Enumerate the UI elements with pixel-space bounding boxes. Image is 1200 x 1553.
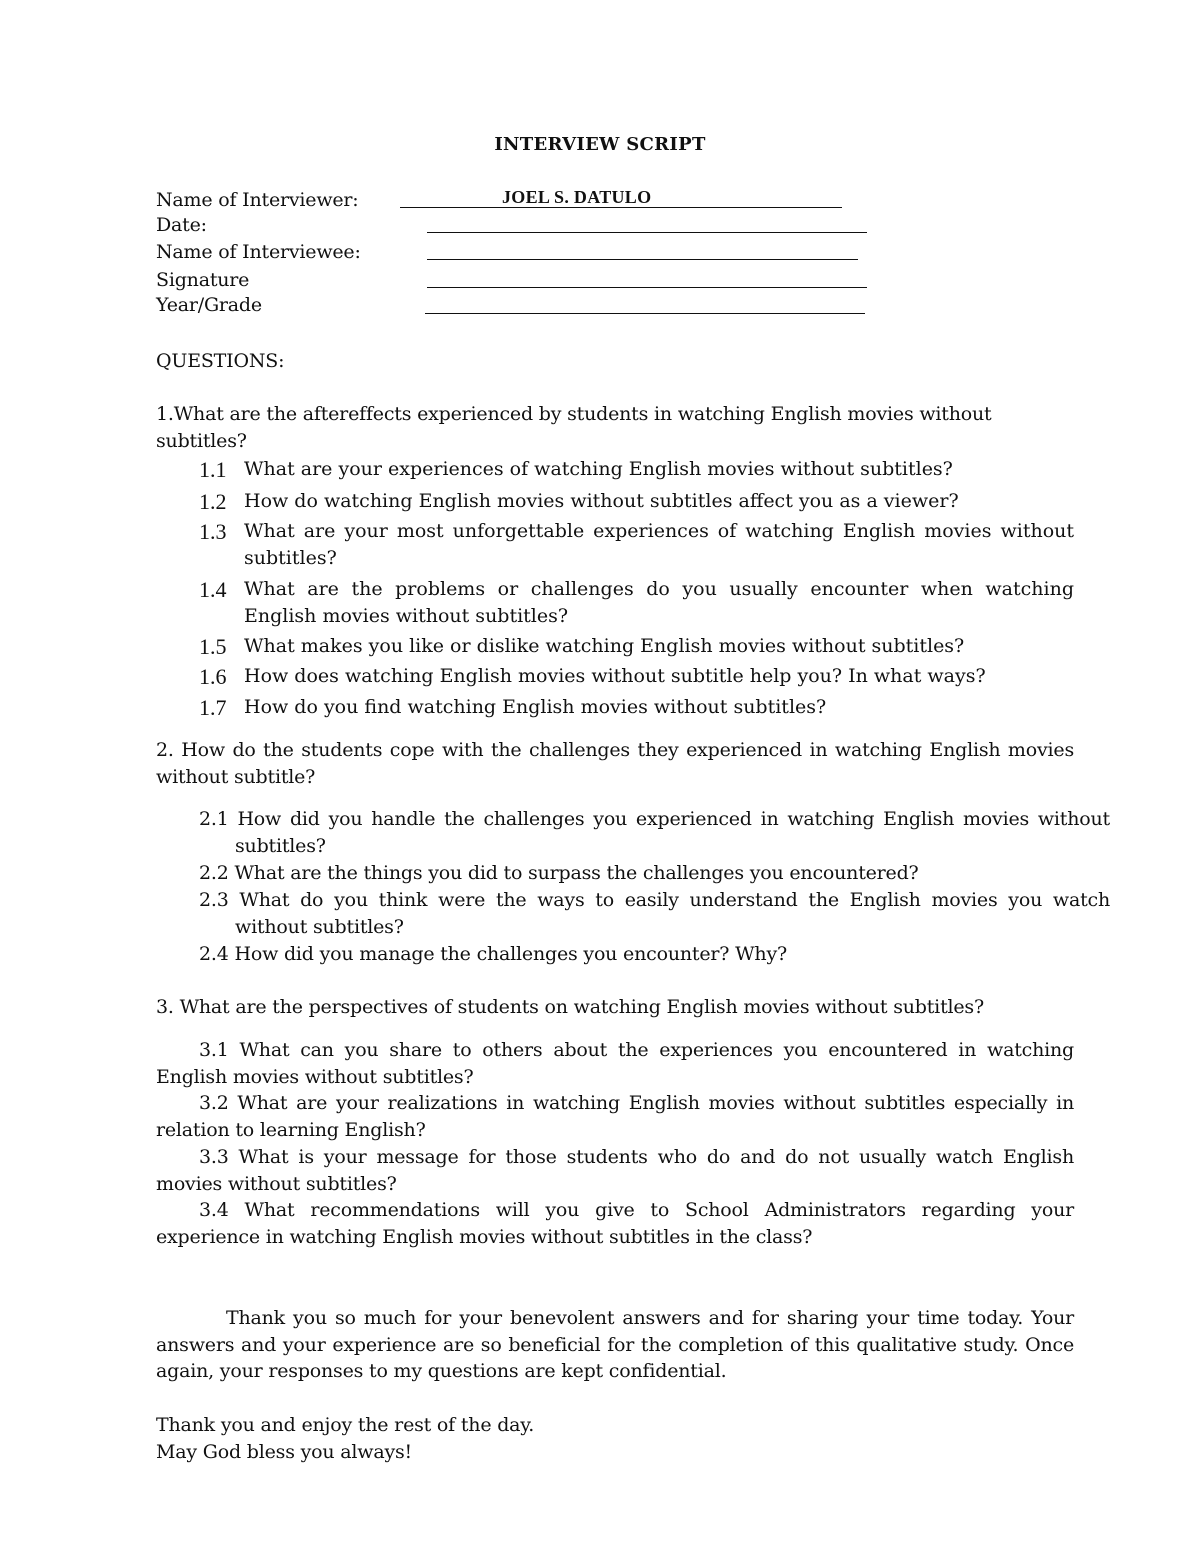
interviewer-name: JOEL S. DATULO bbox=[502, 187, 652, 207]
list-item bbox=[199, 633, 965, 662]
date-field[interactable] bbox=[427, 232, 867, 233]
list-item: 3.3 What is your message for those students who do and do not usually watch English movies without subtitles? bbox=[156, 1146, 1074, 1195]
item-number: 1.4 bbox=[199, 577, 227, 602]
page-title: INTERVIEW SCRIPT bbox=[494, 134, 706, 155]
item-number: 1.5 bbox=[199, 634, 227, 659]
interviewee-label: Name of Interviewee: bbox=[156, 241, 361, 263]
signature-field[interactable] bbox=[427, 287, 867, 288]
list-item: 3.4 What recommendations will you give to School Administrators regarding your experience in watching English movies without subtitles in the class? bbox=[156, 1199, 1074, 1248]
question-2: 2. How do the students cope with the challenges they experienced in watching English movies without subtitle? bbox=[156, 739, 1074, 788]
item-number: 1.6 bbox=[199, 664, 227, 689]
item-number: 1.3 bbox=[199, 519, 227, 544]
list-item: 2.1 How did you handle the challenges you experienced in watching English movies without subtitles? bbox=[199, 808, 1110, 857]
list-item: 2.4 How did you manage the challenges you encounter? Why? bbox=[199, 943, 787, 965]
item-text: How do you find watching English movies without subtitles? bbox=[244, 696, 827, 718]
item-text: What are your most unforgettable experiences of watching English movies without subtitles? bbox=[244, 520, 1074, 569]
date-label: Date: bbox=[156, 214, 207, 236]
item-text: What are your experiences of watching English movies without subtitles? bbox=[244, 458, 953, 480]
item-text: What are the problems or challenges do you usually encounter when watching English movies without subtitles? bbox=[244, 578, 1074, 627]
item-text: How does watching English movies without subtitle help you? In what ways? bbox=[244, 665, 986, 687]
item-number: 1.2 bbox=[199, 489, 227, 514]
question-3: 3. What are the perspectives of students on watching English movies without subtitles? bbox=[156, 996, 984, 1018]
list-item: 3.1 What can you share to others about the experiences you encountered in watching English movies without subtitles? bbox=[156, 1039, 1074, 1088]
list-item bbox=[199, 663, 986, 692]
list-item: 2.3 What do you think were the ways to easily understand the English movies you watch without subtitles? bbox=[199, 889, 1110, 938]
interviewee-field[interactable] bbox=[427, 259, 858, 260]
closing-line-2: May God bless you always! bbox=[156, 1441, 412, 1463]
item-number: 1.1 bbox=[199, 457, 227, 482]
question-1: 1.What are the aftereffects experienced by students in watching English movies without subtitles? bbox=[156, 403, 992, 452]
list-item bbox=[199, 576, 1074, 627]
closing-line-1: Thank you and enjoy the rest of the day. bbox=[156, 1414, 535, 1436]
closing-paragraph: Thank you so much for your benevolent answers and for sharing your time today. Your answers and your experience are so beneficial for the completion of this qualitative study. Once again, your responses to my questions are kept confidential. bbox=[156, 1307, 1074, 1382]
year-grade-field[interactable] bbox=[425, 313, 865, 314]
signature-label: Signature bbox=[156, 269, 250, 291]
interviewer-label: Name of Interviewer: bbox=[156, 189, 359, 211]
item-text: What makes you like or dislike watching English movies without subtitles? bbox=[244, 635, 965, 657]
item-text: How do watching English movies without subtitles affect you as a viewer? bbox=[244, 490, 959, 512]
list-item bbox=[199, 518, 1074, 569]
list-item: 2.2 What are the things you did to surpass the challenges you encountered? bbox=[199, 862, 919, 884]
list-item bbox=[199, 456, 953, 485]
year-grade-label: Year/Grade bbox=[156, 294, 262, 316]
list-item bbox=[199, 488, 959, 517]
list-item bbox=[199, 694, 827, 723]
list-item: 3.2 What are your realizations in watching English movies without subtitles especially in relation to learning English? bbox=[156, 1092, 1074, 1141]
questions-heading: QUESTIONS: bbox=[156, 350, 285, 372]
item-number: 1.7 bbox=[199, 695, 227, 720]
